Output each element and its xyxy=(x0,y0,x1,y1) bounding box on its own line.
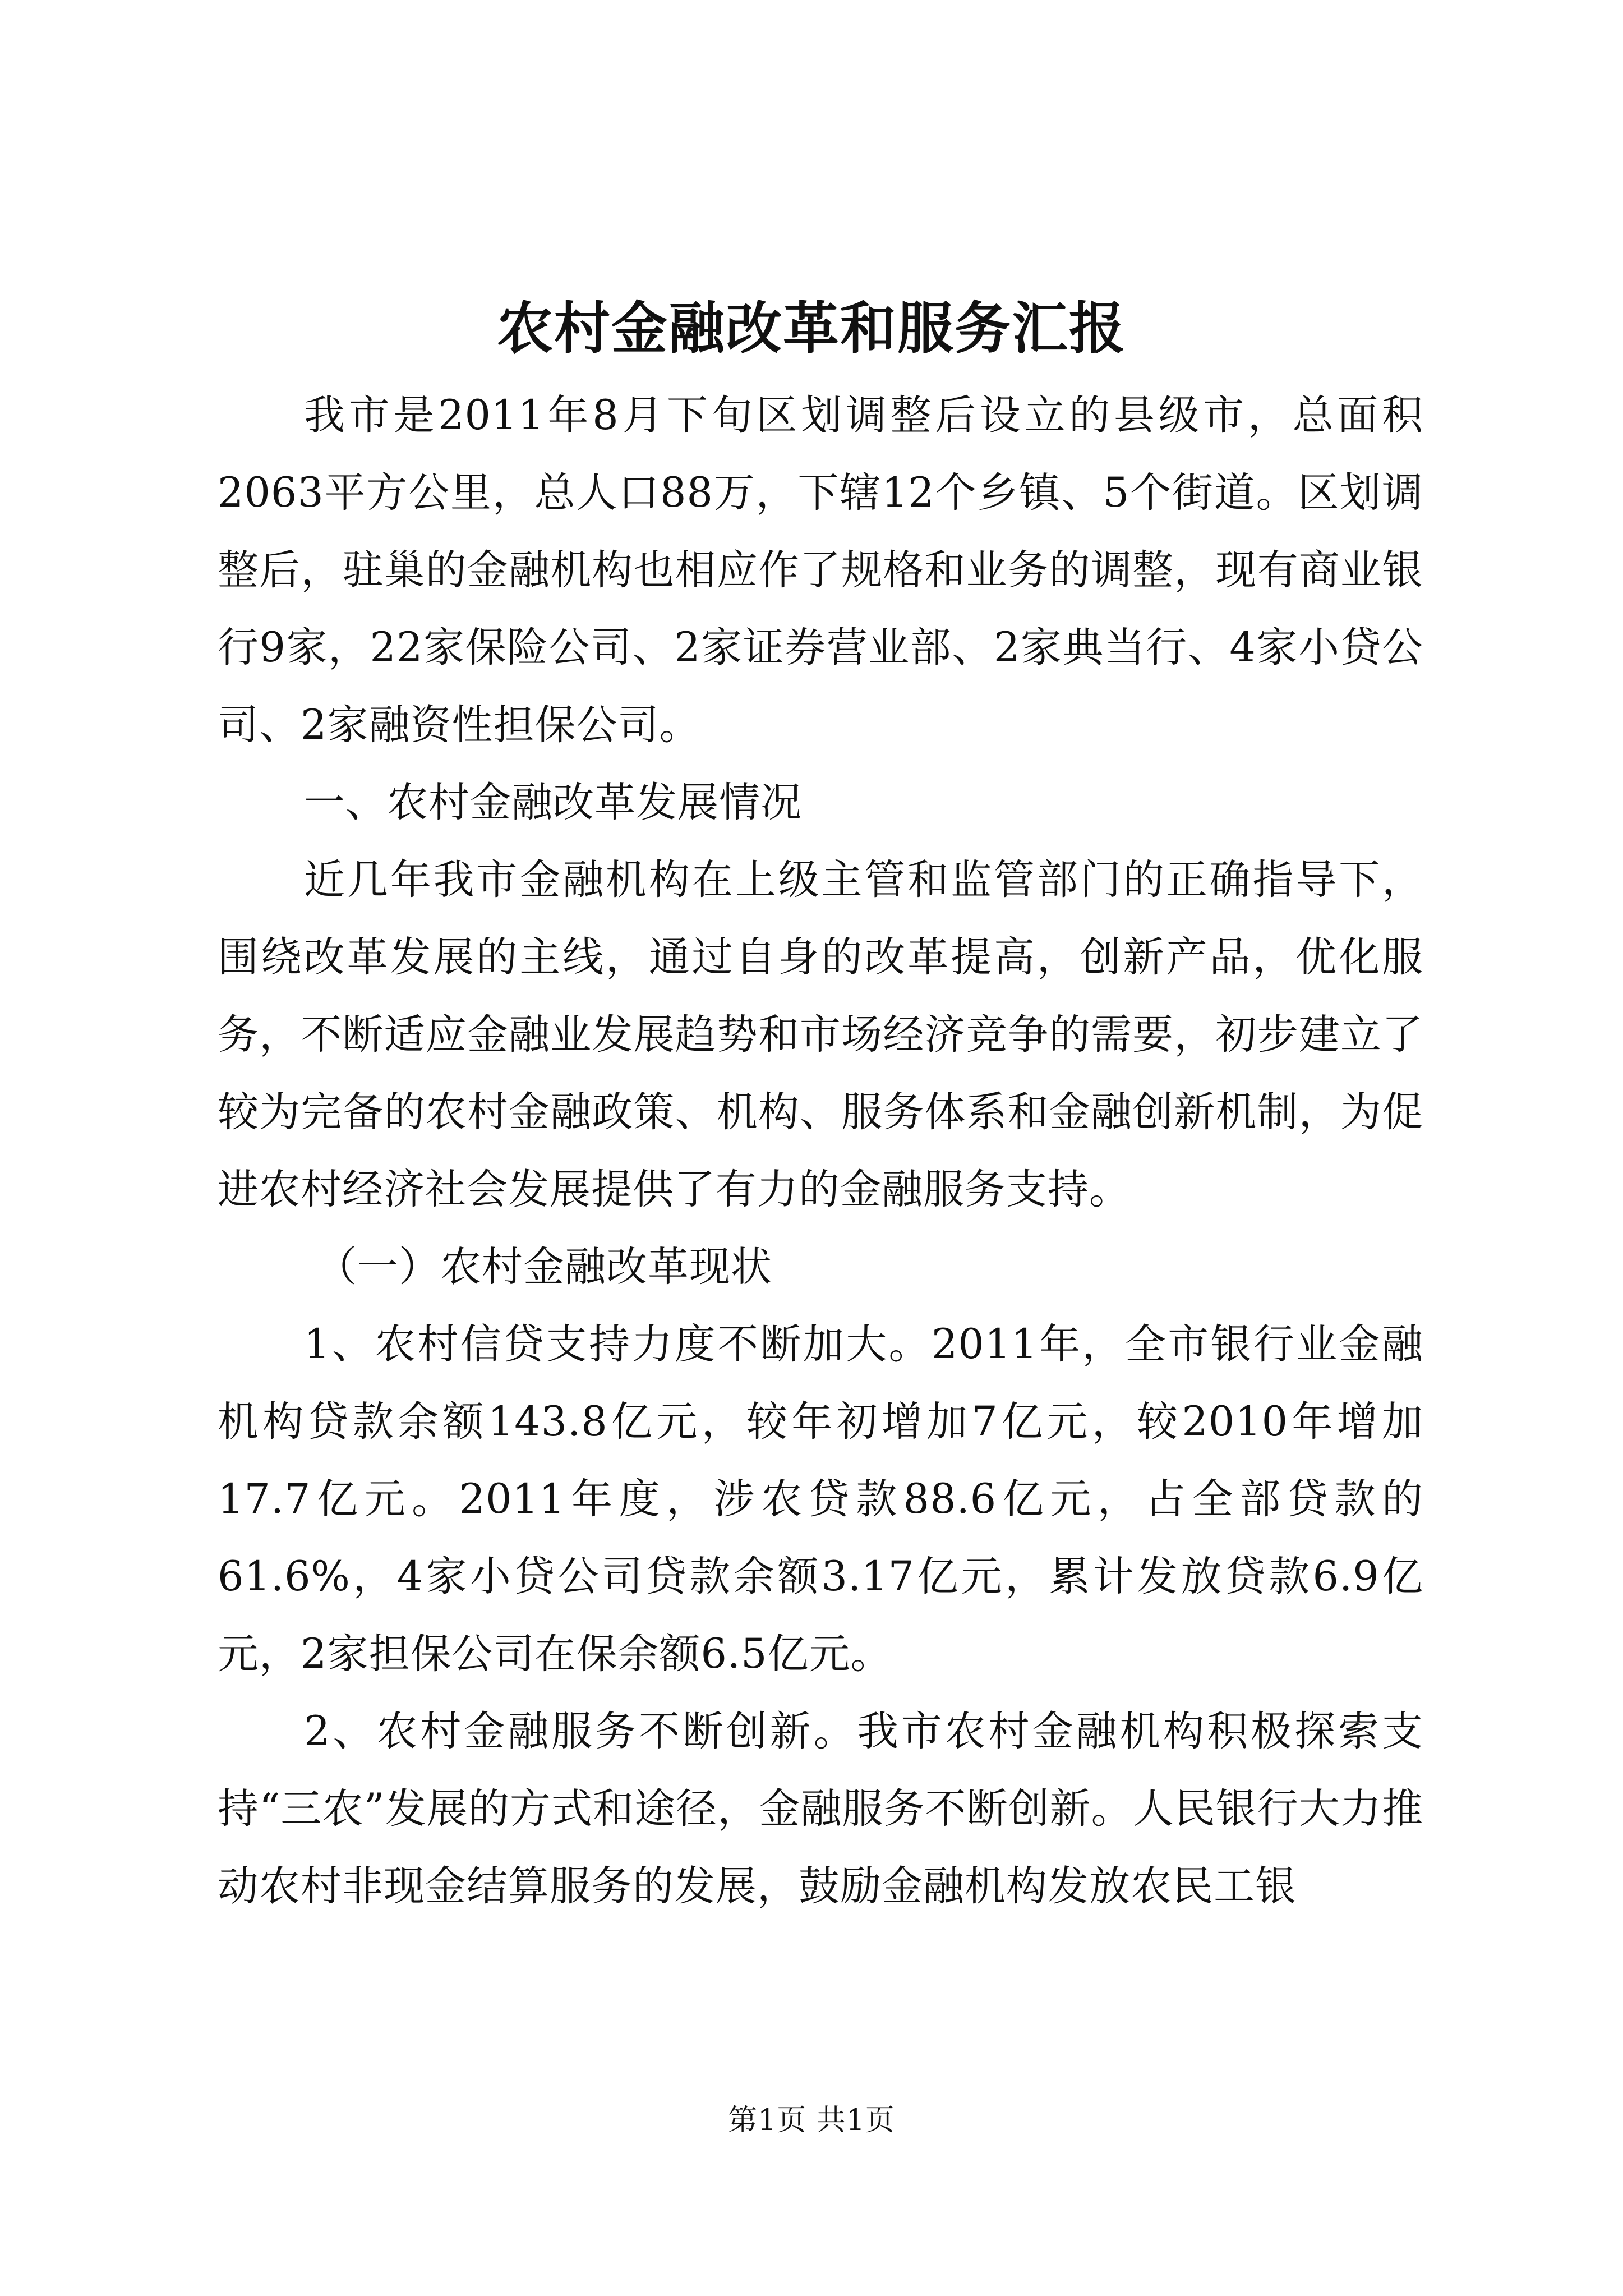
paragraph-item-1: 1、农村信贷支持力度不断加大。2011年，全市银行业金融机构贷款余额143.8亿元，较年初增加7亿元，较2010年增加17.7亿元。2011年度，涉农贷款88.6亿元，占全部贷款的61.6%，4家小贷公司贷款余额3.17亿元，累计发放贷款6.9亿元，2家担保公司在保余额6.5亿元。 xyxy=(218,1320,1423,1678)
subsection-heading-1: （一）农村金融改革现状 xyxy=(316,1243,772,1291)
section-heading-1: 一、农村金融改革发展情况 xyxy=(304,779,802,826)
document-body xyxy=(218,377,1423,1925)
paragraph-item-2: 2、农村金融服务不断创新。我市农村金融机构积极探索支持“三农”发展的方式和途径，金融服务不断创新。人民银行大力推动农村非现金结算服务的发展，鼓励金融机构发放农民工银 xyxy=(218,1708,1423,1910)
paragraph-section-1: 近几年我市金融机构在上级主管和监管部门的正确指导下，围绕改革发展的主线，通过自身的改革提高，创新产品，优化服务，不断适应金融业发展趋势和市场经济竞争的需要，初步建立了较为完备的农村金融政策、机构、服务体系和金融创新机制，为促进农村经济社会发展提供了有力的金融服务支持。 xyxy=(218,856,1423,1213)
page-footer: 第1页 共1页 xyxy=(728,2104,895,2137)
document-title: 农村金融改革和服务汇报 xyxy=(497,295,1126,361)
paragraph-intro: 我市是2011年8月下旬区划调整后设立的县级市，总面积2063平方公里，总人口88万，下辖12个乡镇、5个街道。区划调整后，驻巢的金融机构也相应作了规格和业务的调整，现有商业银行9家，22家保险公司、2家证券营业部、2家典当行、4家小贷公司、2家融资性担保公司。 xyxy=(218,392,1423,749)
